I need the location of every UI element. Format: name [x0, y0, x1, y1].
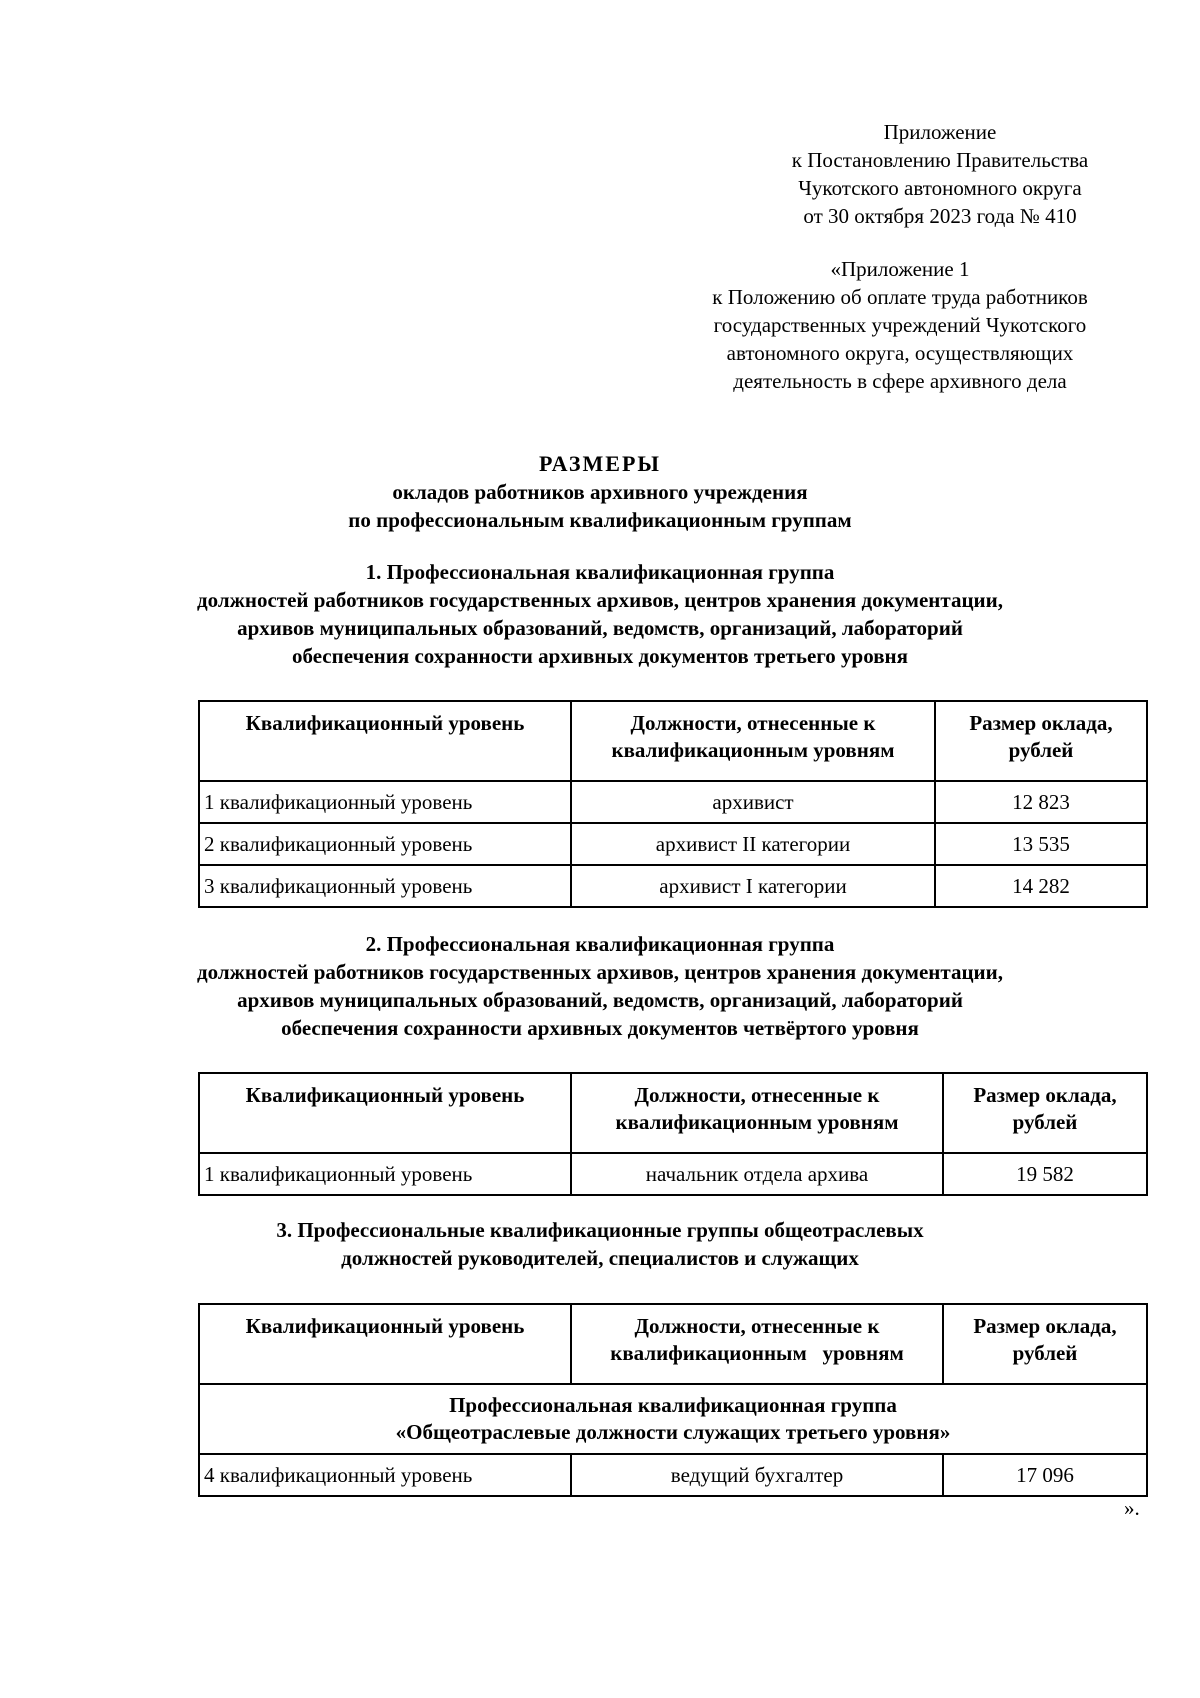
- header-position-line: Должности, отнесенные к: [634, 1314, 880, 1338]
- table-row: [199, 865, 1147, 907]
- header-salary: [943, 1304, 1147, 1384]
- header-level: Квалификационный уровень: [199, 1073, 571, 1153]
- main-title: [0, 450, 1200, 534]
- section-title-line: 1. Профессиональная квалификационная группа: [365, 560, 835, 584]
- cell-position: начальник отдела архива: [571, 1153, 943, 1195]
- table-subgroup-row: [199, 1384, 1147, 1454]
- header-salary-line: рублей: [1008, 738, 1074, 762]
- appendix-subheader: [640, 255, 1160, 395]
- cell-level: 1 квалификационный уровень: [199, 1153, 571, 1195]
- table-header-row: [199, 701, 1147, 781]
- header-salary-line: рублей: [1012, 1341, 1078, 1365]
- appendix-subheader-line: к Положению об оплате труда работников: [712, 285, 1088, 309]
- cell-salary: 13 535: [935, 823, 1147, 865]
- section-3-table: [198, 1303, 1148, 1497]
- header-position-line: квалификационным уровням: [611, 738, 895, 762]
- section-title-line: должностей руководителей, специалистов и служащих: [341, 1246, 859, 1270]
- header-salary-line: рублей: [1012, 1110, 1078, 1134]
- cell-salary: 12 823: [935, 781, 1147, 823]
- cell-position: архивист I категории: [571, 865, 935, 907]
- header-position: [571, 701, 935, 781]
- closing-quote-mark: ».: [1124, 1496, 1140, 1520]
- appendix-header-line: Приложение: [883, 120, 997, 144]
- appendix-subheader-line: государственных учреждений Чукотского: [713, 313, 1087, 337]
- section-title-line: архивов муниципальных образований, ведомств, организаций, лабораторий: [237, 988, 963, 1012]
- section-title-line: обеспечения сохранности архивных документов третьего уровня: [291, 644, 909, 668]
- cell-position: архивист II категории: [571, 823, 935, 865]
- main-title-line: по профессиональным квалификационным группам: [348, 508, 852, 532]
- header-position-line: квалификационным уровням: [615, 1110, 899, 1134]
- header-level: Квалификационный уровень: [199, 1304, 571, 1384]
- subgroup-heading: [199, 1384, 1147, 1454]
- appendix-header: [720, 118, 1160, 230]
- cell-level: 3 квалификационный уровень: [199, 865, 571, 907]
- section-title-line: 3. Профессиональные квалификационные группы общеотраслевых: [276, 1218, 924, 1242]
- cell-level: 4 квалификационный уровень: [199, 1454, 571, 1496]
- table-header-row: [199, 1073, 1147, 1153]
- appendix-header-line: Чукотского автономного округа: [798, 176, 1082, 200]
- header-salary-line: Размер оклада,: [973, 1314, 1117, 1338]
- header-salary: [935, 701, 1147, 781]
- cell-salary: 17 096: [943, 1454, 1147, 1496]
- section-title-line: должностей работников государственных архивов, центров хранения документации,: [196, 588, 1003, 612]
- header-position: [571, 1073, 943, 1153]
- table-row: [199, 823, 1147, 865]
- subgroup-heading-line: Профессиональная квалификационная группа: [449, 1393, 897, 1417]
- cell-salary: 14 282: [935, 865, 1147, 907]
- header-salary-line: Размер оклада,: [969, 711, 1113, 735]
- appendix-header-line: от 30 октября 2023 года № 410: [803, 204, 1077, 228]
- appendix-subheader-line: «Приложение 1: [830, 257, 970, 281]
- appendix-subheader-line: автономного округа, осуществляющих: [726, 341, 1074, 365]
- section-2-title: [0, 930, 1200, 1042]
- header-position: [571, 1304, 943, 1384]
- header-level: Квалификационный уровень: [199, 701, 571, 781]
- appendix-header-line: к Постановлению Правительства: [791, 148, 1089, 172]
- header-position-line: квалификационным уровням: [610, 1341, 904, 1365]
- table-header-row: [199, 1304, 1147, 1384]
- section-2-table: [198, 1072, 1148, 1196]
- section-3-title: [0, 1216, 1200, 1272]
- header-position-line: Должности, отнесенные к: [630, 711, 876, 735]
- appendix-subheader-line: деятельность в сфере архивного дела: [733, 369, 1067, 393]
- table-row: [199, 781, 1147, 823]
- cell-salary: 19 582: [943, 1153, 1147, 1195]
- table-row: [199, 1454, 1147, 1496]
- cell-position: архивист: [571, 781, 935, 823]
- section-1-table: [198, 700, 1148, 908]
- section-title-line: должностей работников государственных архивов, центров хранения документации,: [196, 960, 1003, 984]
- main-title-line: окладов работников архивного учреждения: [392, 480, 808, 504]
- section-title-line: обеспечения сохранности архивных документов четвёртого уровня: [281, 1016, 919, 1040]
- section-title-line: архивов муниципальных образований, ведомств, организаций, лабораторий: [237, 616, 963, 640]
- subgroup-heading-line: «Общеотраслевые должности служащих третьего уровня»: [395, 1420, 951, 1444]
- section-title-line: 2. Профессиональная квалификационная группа: [365, 932, 835, 956]
- section-1-title: [0, 558, 1200, 670]
- cell-level: 1 квалификационный уровень: [199, 781, 571, 823]
- cell-position: ведущий бухгалтер: [571, 1454, 943, 1496]
- main-title-heading: РАЗМЕРЫ: [538, 451, 662, 476]
- header-salary: [943, 1073, 1147, 1153]
- header-salary-line: Размер оклада,: [973, 1083, 1117, 1107]
- table-row: [199, 1153, 1147, 1195]
- cell-level: 2 квалификационный уровень: [199, 823, 571, 865]
- header-position-line: Должности, отнесенные к: [634, 1083, 880, 1107]
